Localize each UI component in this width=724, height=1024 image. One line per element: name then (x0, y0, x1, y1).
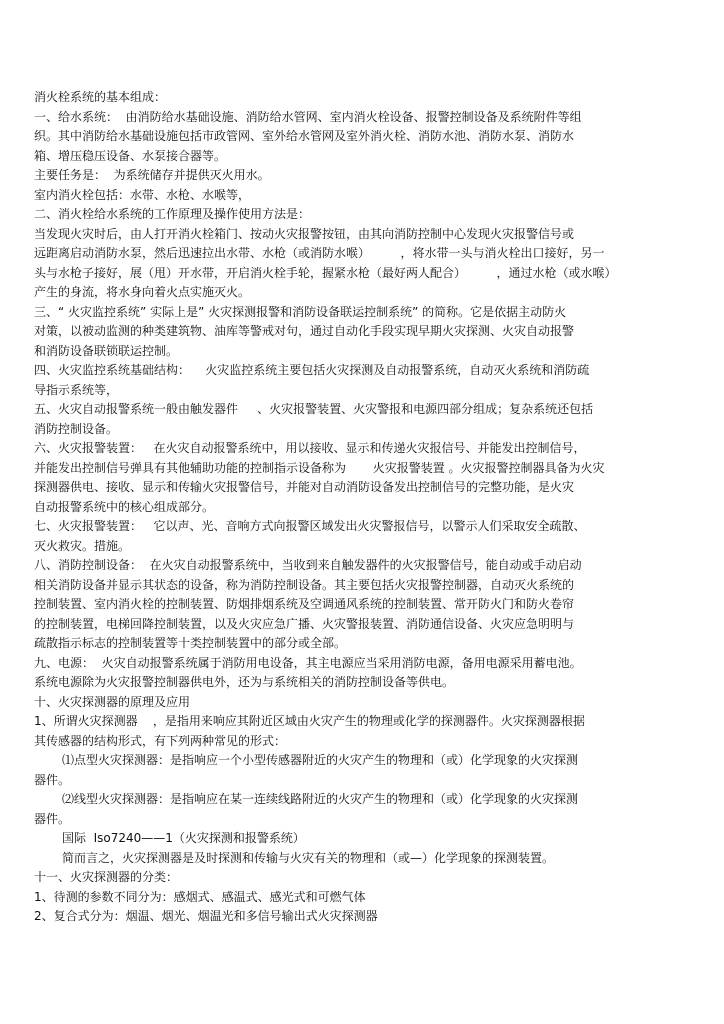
paragraph-line: 七、火灾报警装置： 它以声、光、音响方式向报警区域发出火灾警报信号，以警示人们采取安全疏散、 (34, 519, 586, 533)
paragraph-line: 六、火灾报警装置： 在火灾自动报警系统中，用以接收、显示和传递火灾报信号、并能发出控制信号， (34, 441, 586, 455)
paragraph-line: 探测器供电、接收、显示和传输火灾报警信号，并能对自动消防设备发出控制信号的完整功能，是火灾 (34, 480, 575, 494)
paragraph-line: 一、给水系统： 由消防给水基础设施、消防给水管网、室内消火栓设备、报警控制设备及系统附件等组 (34, 109, 582, 124)
document-body (34, 88, 694, 927)
paragraph-line: 相关消防设备并显示其状态的设备，称为消防控制设备。其主要包括火灾报警控制器，自动灭火系统的 (34, 577, 575, 592)
paragraph-line: 四、火灾监控系统基础结构： 火灾监控系统主要包括火灾探测及自动报警系统，自动灭火系统和消防疏 (34, 363, 590, 377)
paragraph-line: 的控制装置，电梯回降控制装置，以及火灾应急广播、火灾警报装置、消防通信设备、火灾应急明明与 (34, 616, 575, 631)
section-heading: 十一、火灾探测器的分类： (34, 870, 179, 884)
paragraph-line: 八、消防控制设备： 在火灾自动报警系统中，当收到来自触发器件的火灾报警信号，能自动或手动启动 (34, 558, 582, 572)
paragraph-line: 并能发出控制信号弹具有其他辅助功能的控制指示设备称为 火灾报警装置 。火灾报警控制器具备为火灾 (34, 460, 605, 475)
section-heading: 二、消火栓给水系统的工作原理及操作使用方法是： (34, 207, 311, 221)
list-item-line-detector: ⑵线型火灾探测器：是指响应在某一连续线路附近的火灾产生的物理和（或）化学现象的火灾探测 (62, 792, 579, 806)
document-heading: 消火栓系统的基本组成： (34, 90, 167, 104)
standard-reference: 国际 Iso7240——1（火灾探测和报警系统） (62, 831, 305, 845)
paragraph-line: 远距离启动消防水泵，然后迅速拉出水带、水枪（或消防水喉） ，将水带一头与消火栓出口接好，另一 (34, 246, 605, 260)
paragraph-line: 对策，以被动监测的种类建筑物、油库等警戒对句，通过自动化手段实现早期火灾探测、火灾自动报警 (34, 324, 575, 338)
paragraph-line: 自动报警系统中的核心组成部分。 (34, 499, 215, 514)
paragraph-line: 九、电源： 火灾自动报警系统属于消防用电设备，其主电源应当采用消防电源，备用电源采用蓄电池。 (34, 655, 582, 670)
paragraph-line: 消防控制设备。 (34, 421, 119, 436)
paragraph-line: 灭火救灾。措施。 (34, 538, 131, 553)
paragraph-line: 导指示系统等， (34, 382, 119, 397)
paragraph-line: 当发现火灾时后，由人打开消火栓箱门、按动火灾报警按钮，由其向消防控制中心发现火灾报警信号或 (34, 226, 575, 241)
paragraph-line: 主要任务是： 为系统储存并提供灭火用水。 (34, 168, 270, 182)
paragraph-line: 系统电源除为火灾报警控制器供电外，还为与系统相关的消防控制设备等供电。 (34, 675, 455, 689)
paragraph-line: 控制装置、室内消火栓的控制装置、防烟排烟系统及空调通风系统的控制装置、常开防火门和防火卷帘 (34, 597, 575, 611)
paragraph-line: 1、待测的参数不同分为：感烟式、感温式、感光式和可燃气体 (34, 889, 366, 904)
paragraph-line: 织。其中消防给水基础设施包括市政管网、室外给水管网及室外消火栓、消防水池、消防水泵、消防水 (34, 129, 575, 143)
paragraph-line: 三、“ 火灾监控系统” 实际上是” 火灾探测报警和消防设备联运控制系统” 的简称。它是依据主动防火 (34, 304, 567, 319)
list-item-point-detector: ⑴点型火灾探测器：是指响应一个小型传感器附近的火灾产生的物理和（或）化学现象的火灾探测 (62, 753, 579, 767)
paragraph-line: 2、复合式分为：烟温、烟光、烟温光和多信号输出式火灾探测器 (34, 909, 378, 923)
paragraph-line: 箱、增压稳压设备、水泵接合器等。 (34, 148, 227, 163)
paragraph-line: 器件。 (34, 772, 71, 787)
paragraph-line: 产生的身流，将水身向着火点实施灭火。 (34, 285, 251, 299)
paragraph-line: 室内消火栓包括：水带、水枪、水喉等， (34, 187, 251, 202)
section-heading: 十、火灾探测器的原理及应用 (34, 694, 191, 709)
paragraph-line: 器件。 (34, 811, 71, 826)
paragraph-line: 1、所谓火灾探测器 ，是指用来响应其附近区域由火灾产生的物理或化学的探测器件。火灾探测器根据 (34, 714, 585, 728)
paragraph-line: 头与水枪子接好，展（甩）开水带，开启消火栓手轮，握紧水枪（最好两人配合） ，通过水枪（或水喉） (34, 265, 617, 280)
paragraph-line: 疏散指示标志的控制装置等十类控制装置中的部分或全部。 (34, 636, 347, 650)
paragraph-line: 简而言之，火灾探测器是及时探测和传输与火灾有关的物理和（或—）化学现象的探测装置。 (62, 850, 555, 865)
paragraph-line: 其传感器的结构形式，有下列两种常见的形式： (34, 733, 287, 748)
paragraph-line: 五、火灾自动报警系统一般由触发器件 、火灾报警装置、火灾警报和电源四部分组成；复杂系统还包括 (34, 402, 594, 416)
paragraph-line: 和消防设备联锁联运控制。 (34, 343, 179, 358)
